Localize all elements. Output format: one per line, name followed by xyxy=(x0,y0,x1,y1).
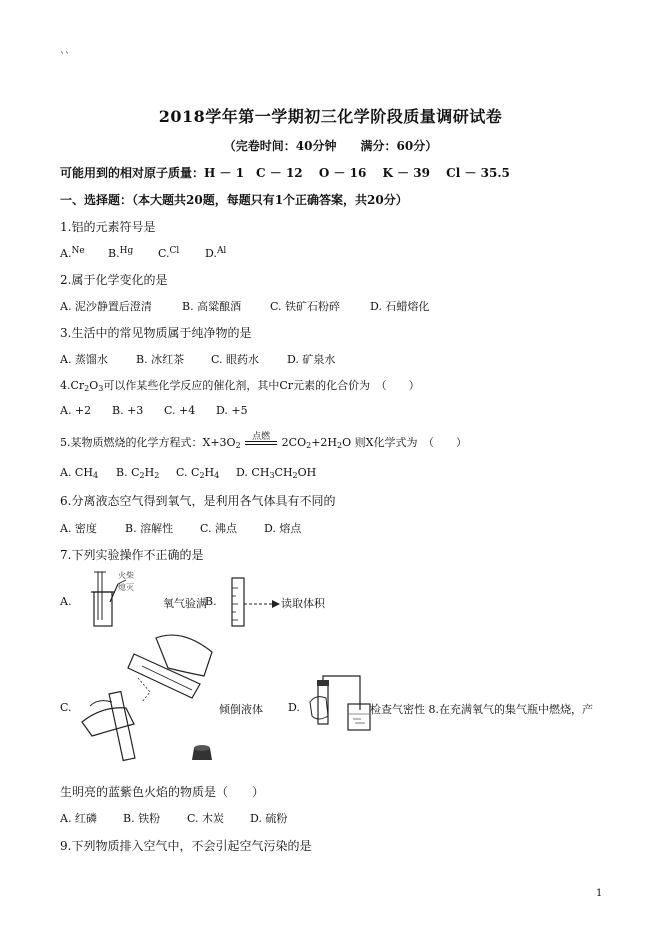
q5-sub: 2 xyxy=(337,441,343,450)
q7-b-text: 读取体积 xyxy=(281,597,325,610)
q4-sub: 3 xyxy=(98,384,104,393)
q1-option-a: A. xyxy=(60,247,72,260)
q2-option-d: D. 石蜡熔化 xyxy=(370,300,430,313)
question-4-stem xyxy=(60,377,420,393)
q5-option-a: A. $CH_4$ xyxy=(60,466,99,480)
page-title: 2018学年第一学期初三化学阶段质量调研试卷 xyxy=(158,107,503,126)
q4-stem-part: 可以作某些化学反应的催化剂，其中Cr元素的化合价为 （ ） xyxy=(103,379,420,392)
q5-stem-part: 5.某物质燃烧的化学方程式：X+3O xyxy=(60,436,236,449)
question-3-stem: 3.生活中的常见物质属于纯净物的是 xyxy=(60,326,252,340)
graduated-cylinder-figure xyxy=(228,576,282,628)
q4-stem-part: 4.Cr xyxy=(60,379,85,392)
q2-option-c: C. 铁矿石粉碎 xyxy=(270,300,341,313)
q5-reaction-arrow xyxy=(244,432,278,449)
page-number: 1 xyxy=(596,888,603,899)
q5-stem-part: 2CO xyxy=(281,436,307,449)
question-5-stem xyxy=(60,434,467,450)
q7-option-c: C. xyxy=(60,701,72,714)
q5-sub: 2 xyxy=(306,441,312,450)
q3-option-c: C. 眼药水 xyxy=(211,353,260,366)
q7-option-a: A. xyxy=(60,595,72,608)
q4-stem-part: O xyxy=(89,379,99,392)
q5-stem-part: O 则X化学式为 （ ） xyxy=(342,436,467,449)
q1-option-b: B. xyxy=(108,247,120,260)
pouring-liquid-figure xyxy=(72,628,220,770)
q1-option-d-value: Al xyxy=(216,246,227,256)
q6-option-b: B. 溶解性 xyxy=(125,522,174,535)
q8-option-a: A. 红磷 xyxy=(60,812,97,825)
question-1-stem: 1.铝的元素符号是 xyxy=(60,220,156,234)
airtightness-check-figure xyxy=(306,676,372,736)
q1-option-d: D. xyxy=(205,247,217,260)
q2-option-a: A. 泥沙静置后澄清 xyxy=(60,300,152,313)
q1-option-c-value: Cl xyxy=(169,246,180,256)
q4-option-b: B. +3 xyxy=(112,404,144,417)
q5-option-d: D. $CH_3CH_2OH$ xyxy=(236,466,317,480)
q7-a-text: 氧气验满 xyxy=(163,597,207,610)
atomic-mass-line: 可能用到的相对原子质量：H － 1 C － 12 O － 16 K － 39 Cl － 35.5 xyxy=(60,166,510,180)
q7-a-label-out: 熄灭 xyxy=(118,583,134,592)
q7-a-label-match: 火柴 xyxy=(118,571,134,580)
question-7-stem: 7.下列实验操作不正确的是 xyxy=(60,548,204,562)
q2-option-b: B. 高粱酿酒 xyxy=(182,300,242,313)
question-2-stem: 2.属于化学变化的是 xyxy=(60,273,168,287)
q4-option-d: D. +5 xyxy=(216,404,248,417)
section-heading: 一、选择题：（本大题共20题，每题只有1个正确答案，共20分） xyxy=(60,193,408,207)
q1-option-b-value: Hg xyxy=(119,246,134,256)
q7-option-b: B. xyxy=(205,595,217,608)
q5-stem-part: +2H xyxy=(311,436,337,449)
q7-c-text: 倾倒液体 xyxy=(219,703,263,716)
exam-info: （完卷时间：40分钟 满分：60分） xyxy=(223,139,438,153)
q4-option-a: A. +2 xyxy=(60,404,92,417)
q7-option-d: D. xyxy=(288,701,300,714)
q3-option-d: D. 矿泉水 xyxy=(287,353,336,366)
q5-sub: 2 xyxy=(235,441,241,450)
q6-option-d: D. 熔点 xyxy=(264,522,302,535)
q3-option-b: B. 冰红茶 xyxy=(136,353,185,366)
q8-option-d: D. 硫粉 xyxy=(250,812,288,825)
question-8-stem: 生明亮的蓝紫色火焰的物质是（ ） xyxy=(60,785,265,799)
q8-option-c: C. 木炭 xyxy=(187,812,225,825)
q8-option-b: B. 铁粉 xyxy=(123,812,161,825)
header-mark: `` xyxy=(60,52,70,63)
q4-option-c: C. +4 xyxy=(164,404,196,417)
question-9-stem: 9.下列物质排入空气中，不会引起空气污染的是 xyxy=(60,839,312,853)
q4-sub: 2 xyxy=(84,384,90,393)
question-6-stem: 6.分离液态空气得到氧气，是利用各气体具有不同的 xyxy=(60,494,336,508)
q1-option-c: C. xyxy=(158,247,170,260)
q6-option-a: A. 密度 xyxy=(60,522,97,535)
q5-option-c: C. $C_2H_4$ xyxy=(176,466,220,480)
q5-condition: 点燃 xyxy=(252,432,271,442)
q3-option-a: A. 蒸馏水 xyxy=(60,353,108,366)
q7-d-text: 检查气密性 8.在充满氧气的集气瓶中燃烧，产 xyxy=(370,703,593,716)
q6-option-c: C. 沸点 xyxy=(200,522,238,535)
q1-option-a-value: Ne xyxy=(71,246,85,256)
q5-option-b: B. $C_2H_2$ xyxy=(116,466,160,480)
